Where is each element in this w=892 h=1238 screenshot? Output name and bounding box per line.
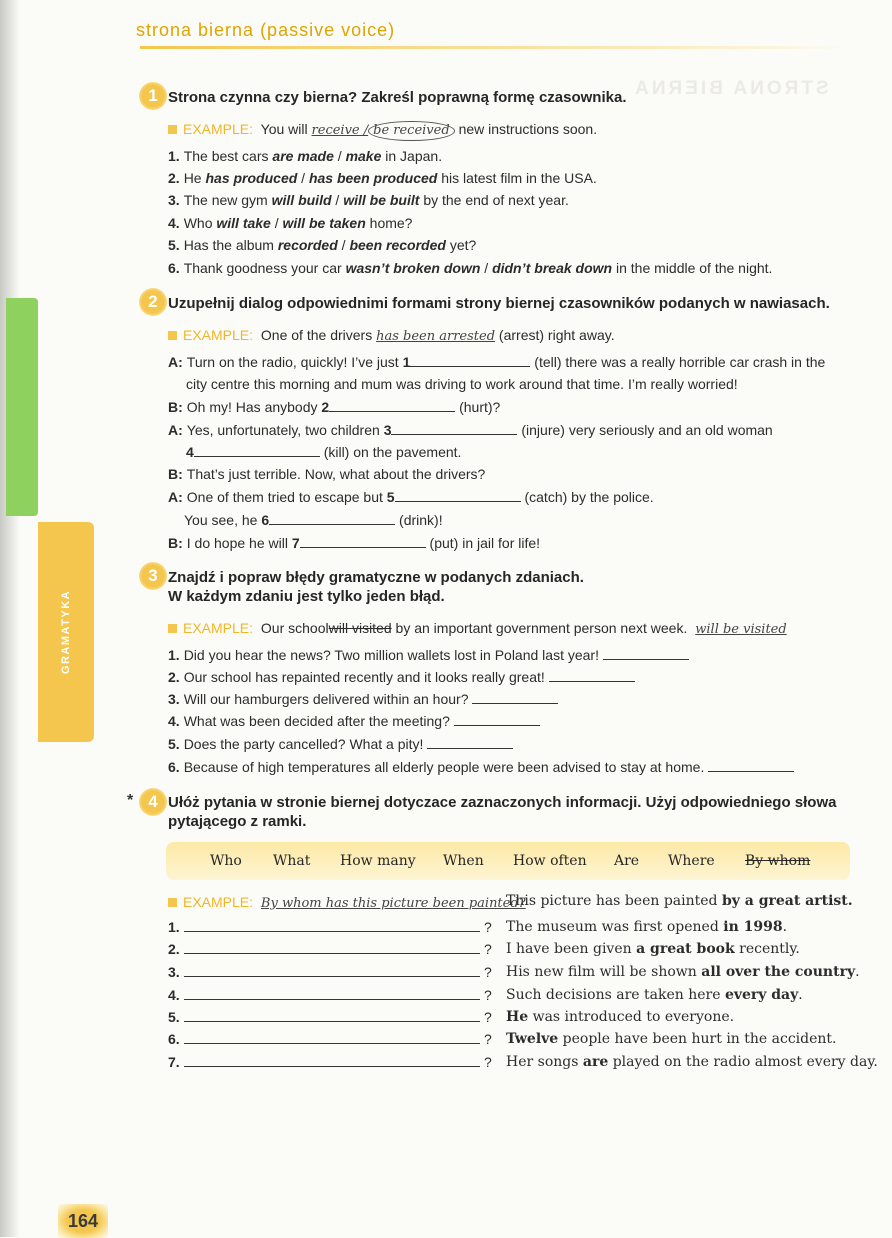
section-3-item: 2. Our school has repainted recently and it looks really great! bbox=[168, 668, 635, 686]
section-4-prompt: The museum was first opened in 1998. bbox=[506, 919, 788, 935]
green-margin-tab bbox=[6, 298, 38, 516]
word-box-item-used: By whom bbox=[745, 853, 811, 869]
dialog-line: city centre this morning and mum was driving to work around that time. I’m really worried! bbox=[186, 376, 738, 392]
bullet-square-icon bbox=[168, 898, 177, 907]
word-box-item: How often bbox=[513, 853, 587, 869]
section-1-item: 4. Who will take / will be taken home? bbox=[168, 215, 413, 231]
question-line: 5. bbox=[168, 1009, 480, 1025]
answer-blank[interactable] bbox=[300, 535, 426, 548]
answer-blank[interactable] bbox=[549, 669, 635, 682]
section-4-title-line-2: pytającego z ramki. bbox=[168, 813, 307, 830]
answer-blank[interactable] bbox=[184, 919, 480, 932]
answer-blank[interactable] bbox=[184, 987, 480, 1000]
bullet-square-icon bbox=[168, 331, 177, 340]
question-mark: ? bbox=[484, 1031, 492, 1047]
answer-blank[interactable] bbox=[410, 354, 530, 367]
question-line: 6. bbox=[168, 1031, 480, 1047]
question-mark: ? bbox=[484, 1054, 492, 1070]
bullet-square-icon bbox=[168, 624, 177, 633]
question-line: 2. bbox=[168, 941, 480, 957]
grammar-side-tab bbox=[38, 522, 94, 742]
section-4-example-prompt: This picture has been painted by a great artist. bbox=[506, 893, 853, 909]
answer-blank[interactable] bbox=[184, 1031, 480, 1044]
answer-blank[interactable] bbox=[454, 713, 540, 726]
section-3-item: 1. Did you hear the news? Two million wallets lost in Poland last year! bbox=[168, 646, 689, 664]
section-1-item: 3. The new gym will build / will be built by the end of next year. bbox=[168, 192, 569, 208]
section-1-badge: 1 bbox=[139, 82, 167, 110]
section-4-prompt: His new film will be shown all over the country. bbox=[506, 964, 860, 980]
dialog-line: A: One of them tried to escape but 5 (catch) by the police. bbox=[168, 489, 654, 505]
section-2-title: Uzupełnij dialog odpowiednimi formami strony biernej czasowników podanych w nawiasach. bbox=[168, 295, 830, 312]
answer-blank[interactable] bbox=[184, 1009, 480, 1022]
section-4-example: EXAMPLE: By whom has this picture been painted? bbox=[168, 893, 526, 913]
answer-blank[interactable] bbox=[395, 489, 521, 502]
section-1-title: Strona czynna czy bierna? Zakreśl poprawną formę czasownika. bbox=[168, 89, 627, 106]
section-4-prompt: Such decisions are taken here every day. bbox=[506, 987, 803, 1003]
answer-blank[interactable] bbox=[708, 759, 794, 772]
word-box-item: What bbox=[273, 853, 311, 869]
difficulty-star: * bbox=[127, 792, 134, 809]
word-box-item: Who bbox=[210, 853, 242, 869]
section-3-item: 3. Will our hamburgers delivered within an hour? bbox=[168, 690, 558, 708]
word-box-item: Are bbox=[614, 853, 640, 869]
struck-error: will visited bbox=[328, 620, 392, 636]
question-line: 7. bbox=[168, 1054, 480, 1070]
question-mark: ? bbox=[484, 964, 492, 980]
question-mark: ? bbox=[484, 1009, 492, 1025]
section-1-item: 2. He has produced / has been produced his latest film in the USA. bbox=[168, 170, 597, 186]
section-3-item: 4. What was been decided after the meeting? bbox=[168, 712, 540, 730]
header-underline bbox=[140, 46, 850, 49]
word-box-item: Where bbox=[668, 853, 715, 869]
answer-blank[interactable] bbox=[329, 399, 455, 412]
question-line: 4. bbox=[168, 987, 480, 1003]
answer-blank[interactable] bbox=[472, 691, 558, 704]
question-mark: ? bbox=[484, 987, 492, 1003]
dialog-line: B: That’s just terrible. Now, what about the drivers? bbox=[168, 466, 486, 482]
dialog-line: A: Yes, unfortunately, two children 3 (injure) very seriously and an old woman bbox=[168, 422, 773, 438]
section-1-item: 1. The best cars are made / make in Japan. bbox=[168, 148, 443, 164]
dialog-line: 4 (kill) on the pavement. bbox=[186, 444, 462, 460]
page-title: strona bierna (passive voice) bbox=[136, 20, 396, 40]
question-mark: ? bbox=[484, 919, 492, 935]
section-3-badge: 3 bbox=[139, 562, 167, 590]
section-3-item: 5. Does the party cancelled? What a pity! bbox=[168, 735, 513, 753]
answer-blank[interactable] bbox=[194, 444, 320, 457]
circled-answer: be received bbox=[368, 121, 455, 141]
answer-blank[interactable] bbox=[427, 736, 513, 749]
question-line: 3. bbox=[168, 964, 480, 980]
page-edge-shadow bbox=[0, 0, 20, 1237]
section-3-item: 6. Because of high temperatures all elderly people were been advised to stay at home. bbox=[168, 758, 794, 776]
answer-blank[interactable] bbox=[184, 964, 480, 977]
section-3-example: EXAMPLE: Our schoolwill visited by an important government person next week. will be visited bbox=[168, 619, 787, 639]
section-1-example: EXAMPLE: You will receive / be received new instructions soon. bbox=[168, 120, 597, 141]
bullet-square-icon bbox=[168, 125, 177, 134]
dialog-line: B: Oh my! Has anybody 2 (hurt)? bbox=[168, 399, 501, 415]
section-4-prompt: Her songs are played on the radio almost every day. bbox=[506, 1054, 878, 1070]
section-4-prompt: Twelve people have been hurt in the accident. bbox=[506, 1031, 837, 1047]
answer-blank[interactable] bbox=[184, 1054, 480, 1067]
dialog-line: You see, he 6 (drink)! bbox=[184, 512, 443, 528]
answer-blank[interactable] bbox=[269, 512, 395, 525]
section-3-title-line-1: Znajdź i popraw błędy gramatyczne w podanych zdaniach. bbox=[168, 569, 584, 586]
dialog-line: A: Turn on the radio, quickly! I’ve just 1 (tell) there was a really horrible car crash in the bbox=[168, 354, 826, 370]
section-4-badge: 4 bbox=[139, 788, 167, 816]
section-1-item: 6. Thank goodness your car wasn’t broken down / didn’t break down in the middle of the night. bbox=[168, 260, 773, 276]
section-4-title-line-1: Ułóż pytania w stronie biernej dotyczace zaznaczonych informacji. Użyj odpowiedniego słowa bbox=[168, 794, 837, 811]
answer-blank[interactable] bbox=[603, 647, 689, 660]
answer-blank[interactable] bbox=[391, 422, 517, 435]
page-number: 164 bbox=[58, 1204, 108, 1238]
section-1-item: 5. Has the album recorded / been recorded yet? bbox=[168, 237, 477, 253]
side-tab-label: GRAMATYKA bbox=[60, 589, 72, 675]
word-box-item: How many bbox=[340, 853, 416, 869]
section-4-prompt: He was introduced to everyone. bbox=[506, 1009, 735, 1025]
question-line: 1. bbox=[168, 919, 480, 935]
section-3-title-line-2: W każdym zdaniu jest tylko jeden błąd. bbox=[168, 588, 445, 605]
word-box-item: When bbox=[443, 853, 484, 869]
section-2-badge: 2 bbox=[139, 288, 167, 316]
dialog-line: B: I do hope he will 7 (put) in jail for life! bbox=[168, 535, 541, 551]
bleed-through-text: STRONA BIERNA bbox=[632, 78, 829, 99]
answer-blank[interactable] bbox=[184, 941, 480, 954]
question-mark: ? bbox=[484, 941, 492, 957]
section-2-example: EXAMPLE: One of the drivers has been arrested (arrest) right away. bbox=[168, 326, 615, 346]
section-4-prompt: I have been given a great book recently. bbox=[506, 941, 800, 957]
